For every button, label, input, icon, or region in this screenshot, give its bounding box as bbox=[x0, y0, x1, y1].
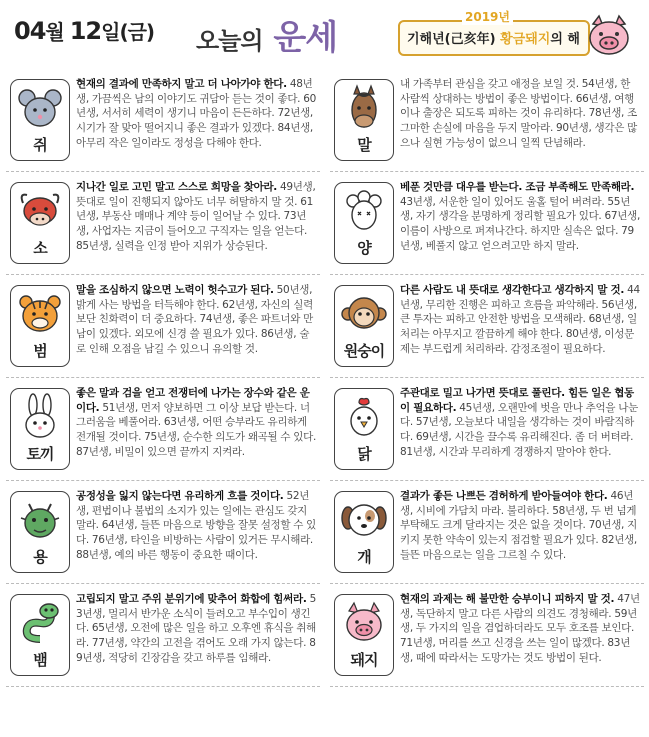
zodiac-icon-box bbox=[10, 594, 70, 676]
zodiac-column-left bbox=[6, 69, 320, 687]
zodiac-row-ox bbox=[6, 172, 320, 275]
zodiac-row-tiger bbox=[6, 275, 320, 378]
ox-icon bbox=[15, 187, 65, 237]
golden-pig-label: 황금돼지 bbox=[500, 32, 551, 47]
fortune-text bbox=[400, 180, 640, 254]
zodiac-row-dog bbox=[330, 481, 644, 584]
zodiac-name: 말 bbox=[357, 136, 371, 154]
fortune-body: 내 가족부터 관심을 갖고 애정을 보일 것. 54년생, 한 사람씩 상대하는 방법이 좋은 방법이다. 66년생, 여행이나 출장은 되도록 피하는 것이 유리하다. 78년생, 조그마한 손실에 마음을 두지 말아라. 90년생, 생각은 많으나 실현 가능성이 없으니 일찍 단념해라. bbox=[400, 78, 637, 149]
fortune-text bbox=[76, 180, 316, 254]
zodiac-icon-box bbox=[334, 182, 394, 264]
zodiac-row-snake bbox=[6, 584, 320, 687]
fortune-text bbox=[76, 592, 316, 666]
zodiac-icon-box bbox=[10, 182, 70, 264]
date-day: 12 bbox=[69, 17, 102, 45]
fortune-body: 51년생, 먼저 양보하면 그 이상 보답 받는다. 너그러움을 베풀어라. 63년생, 어떤 승부라도 유리하게 전개될 것이다. 75년생, 순수한 의도가 왜곡될 수 있다. 87년생, 비밀이 있으면 끝까지 지켜라. bbox=[76, 401, 316, 458]
date-month: 04 bbox=[14, 17, 46, 45]
date-weekday: (금) bbox=[119, 20, 155, 44]
page-title bbox=[196, 10, 337, 59]
rooster-icon bbox=[339, 393, 389, 443]
sheep-icon bbox=[339, 187, 389, 237]
dragon-icon bbox=[15, 496, 65, 546]
fortune-text bbox=[76, 489, 316, 563]
zodiac-name: 개 bbox=[357, 548, 371, 566]
zodiac-icon-box bbox=[10, 388, 70, 470]
fortune-body: 45년생, 오랜만에 벗을 만나 추억을 나눈다. 57년생, 오늘보다 내일을 생각하는 것이 바람직하다. 69년생, 시간을 끌수록 유리해진다. 좀 더 버텨라. 81년생, 시간과 무리하게 경쟁하지 말아야 한다. bbox=[400, 401, 638, 458]
fortune-body: 53년생, 멀리서 반가운 소식이 들려오고 부수입이 생긴다. 65년생, 오전에 많은 일을 하고 오후엔 휴식을 취해라. 77년생, 약간의 고전을 겪어도 오래 가지 않는다. 89년생, 적당히 긴장감을 갖고 하루를 임해라. bbox=[76, 593, 316, 664]
year-text bbox=[407, 28, 580, 47]
zodiac-name: 원숭이 bbox=[343, 342, 385, 360]
fortune-body: 46년생, 시비에 가담치 마라. 불리하다. 58년생, 두 번 넘게 부탁해도 크게 달라지는 것은 없을 것이다. 70년생, 지키지 못한 약속이 있는지 점검할 필요가 있다. 82년생, 들뜬 마음으로는 일을 그르칠 수 있다. bbox=[400, 490, 637, 561]
zodiac-row-rat bbox=[6, 69, 320, 172]
year-label: 기해년(己亥年) bbox=[407, 32, 496, 47]
zodiac-name: 쥐 bbox=[33, 136, 47, 154]
zodiac-icon-box bbox=[10, 79, 70, 161]
zodiac-name: 양 bbox=[357, 239, 371, 257]
zodiac-name: 토끼 bbox=[26, 445, 54, 463]
zodiac-row-monkey bbox=[330, 275, 644, 378]
zodiac-icon-box bbox=[334, 79, 394, 161]
zodiac-row-rooster bbox=[330, 378, 644, 481]
horse-icon bbox=[339, 84, 389, 134]
year-suffix: 의 해 bbox=[550, 32, 580, 47]
monkey-icon bbox=[339, 290, 389, 340]
header bbox=[0, 0, 649, 62]
fortune-body: 50년생, 밝게 사는 방법을 터득해야 한다. 62년생, 자신의 실력보단 친화력이 더 중요하다. 74년생, 좋은 파트너와 만남이 있겠다. 외모에 신경 쓸 필요가 있다. 86년생, 술로 인해 오점을 남길 수 있으니 유의할 것. bbox=[76, 284, 313, 355]
fortune-body: 44년생, 무리한 진행은 피하고 흐름을 파악해라. 56년생, 큰 투자는 피하고 안전한 방법을 모색해라. 68년생, 일 처리는 아무지고 깔끔하게 해야 한다. 80년생, 이성문제는 부드럽게 처리하라. 감정조절이 필요하다. bbox=[400, 284, 640, 355]
fortune-text bbox=[400, 489, 640, 563]
fortune-body: 47년생, 독단하지 말고 다른 사람의 의견도 경청해라. 59년생, 두 가지의 일을 겸업하더라도 모두 호조를 보인다. 71년생, 머리를 쓰고 신경을 쓰는 일이 많겠다. 83년생, 때에 따라서는 도망가는 것도 방법이 된다. bbox=[400, 593, 640, 664]
fortune-text bbox=[400, 283, 640, 357]
zodiac-name: 닭 bbox=[357, 445, 371, 463]
zodiac-column-right bbox=[330, 69, 644, 687]
zodiac-row-rabbit bbox=[6, 378, 320, 481]
fortune-headline: 결과가 좋든 나쁘든 겸허하게 받아들여야 한다. bbox=[400, 490, 608, 502]
fortune-headline: 현재의 결과에 만족하지 말고 더 나아가야 한다. bbox=[76, 78, 287, 90]
fortune-body: 48년생, 가끔씩은 남의 이야기도 귀담아 듣는 것이 좋다. 60년생, 서서히 세력이 생기니 마음이 든든하다. 72년생, 시기가 잘 맞아 떨어지니 좋은 결과가 있겠다. 84년생, 아무리 작은 일이라도 정성을 다해야 한다. bbox=[76, 78, 316, 149]
date-month-unit: 월 bbox=[45, 20, 64, 44]
fortune-text bbox=[76, 386, 316, 460]
fortune-body: 43년생, 서운한 일이 있어도 울홀 털어 버려라. 55년생, 자기 생각을 분명하게 정리할 필요가 있다. 67년생, 이름이 사방으로 퍼져나간다. 하지만 실속은 없다. 79년생, 베풀지 않고 얻으려고만 하지 말라. bbox=[400, 195, 640, 252]
rat-icon bbox=[15, 84, 65, 134]
zodiac-row-horse bbox=[330, 69, 644, 172]
fortune-body: 49년생, 뜻대로 일이 진행되지 않아도 너무 허탈하지 말 것. 61년생, 부동산 매매나 계약 등이 일어날 수 있다. 73년생, 사업자는 지금이 들어오고 구직자는 일을 얻는다. 85년생, 실력을 인정 받아 지위가 상승된다. bbox=[76, 181, 316, 252]
date-label bbox=[14, 16, 154, 45]
zodiac-icon-box bbox=[334, 594, 394, 676]
dog-icon bbox=[339, 496, 389, 546]
golden-pig-icon bbox=[585, 14, 633, 58]
zodiac-row-pig bbox=[330, 584, 644, 687]
fortune-headline: 좋은 말과 검을 얻고 전쟁터에 나가는 장수와 같은 운이다. bbox=[76, 387, 310, 414]
zodiac-icon-box bbox=[334, 491, 394, 573]
title-prefix: 오늘의 bbox=[196, 27, 263, 55]
date-day-unit: 일 bbox=[101, 20, 120, 44]
zodiac-name: 용 bbox=[33, 548, 47, 566]
year-tag: 2019년 bbox=[462, 8, 513, 25]
fortune-text bbox=[400, 592, 640, 666]
fortune-headline: 다른 사람도 내 뜻대로 생각한다고 생각하지 말 것. bbox=[400, 284, 625, 296]
zodiac-icon-box bbox=[334, 388, 394, 470]
zodiac-icon-box bbox=[334, 285, 394, 367]
fortune-text bbox=[76, 77, 316, 151]
zodiac-row-sheep bbox=[330, 172, 644, 275]
fortune-text bbox=[400, 386, 640, 460]
title-highlight: 운세 bbox=[273, 18, 338, 58]
fortune-text bbox=[76, 283, 316, 357]
zodiac-name: 뱀 bbox=[33, 651, 47, 669]
pig-icon bbox=[339, 599, 389, 649]
fortune-headline: 고립되지 말고 주위 분위기에 맞추어 화합에 힘써라. bbox=[76, 593, 307, 605]
rabbit-icon bbox=[15, 393, 65, 443]
zodiac-icon-box bbox=[10, 491, 70, 573]
zodiac-row-dragon bbox=[6, 481, 320, 584]
fortune-headline: 베푼 것만큼 대우를 받는다. 조금 부족해도 만족해라. bbox=[400, 181, 635, 193]
tiger-icon bbox=[15, 290, 65, 340]
fortune-headline: 주관대로 밀고 나가면 뜻대로 풀린다. 힘든 일은 협동이 필요하다. bbox=[400, 387, 634, 414]
fortune-headline: 공정성을 잃지 않는다면 유리하게 흐를 것이다. bbox=[76, 490, 284, 502]
fortune-text bbox=[400, 77, 640, 151]
fortune-body: 52년생, 편법이나 불법의 소지가 있는 일에는 관심도 갖지 말라. 64년생, 들뜬 마음으로 방향을 잘못 설정할 수 있다. 76년생, 타인을 비방하는 사람이 있거든 무시해라. 88년생, 예의 바른 행동이 중요한 때이다. bbox=[76, 490, 316, 561]
fortune-headline: 현재의 과제는 해 불만한 승부이니 피하지 말 것. bbox=[400, 593, 615, 605]
fortune-headline: 말을 조심하지 않으면 노력이 헛수고가 된다. bbox=[76, 284, 274, 296]
fortune-headline: 지나간 일로 고민 말고 스스로 희망을 찾아라. bbox=[76, 181, 277, 193]
zodiac-name: 범 bbox=[33, 342, 47, 360]
zodiac-name: 돼지 bbox=[350, 651, 378, 669]
zodiac-name: 소 bbox=[33, 239, 47, 257]
snake-icon bbox=[15, 599, 65, 649]
zodiac-icon-box bbox=[10, 285, 70, 367]
